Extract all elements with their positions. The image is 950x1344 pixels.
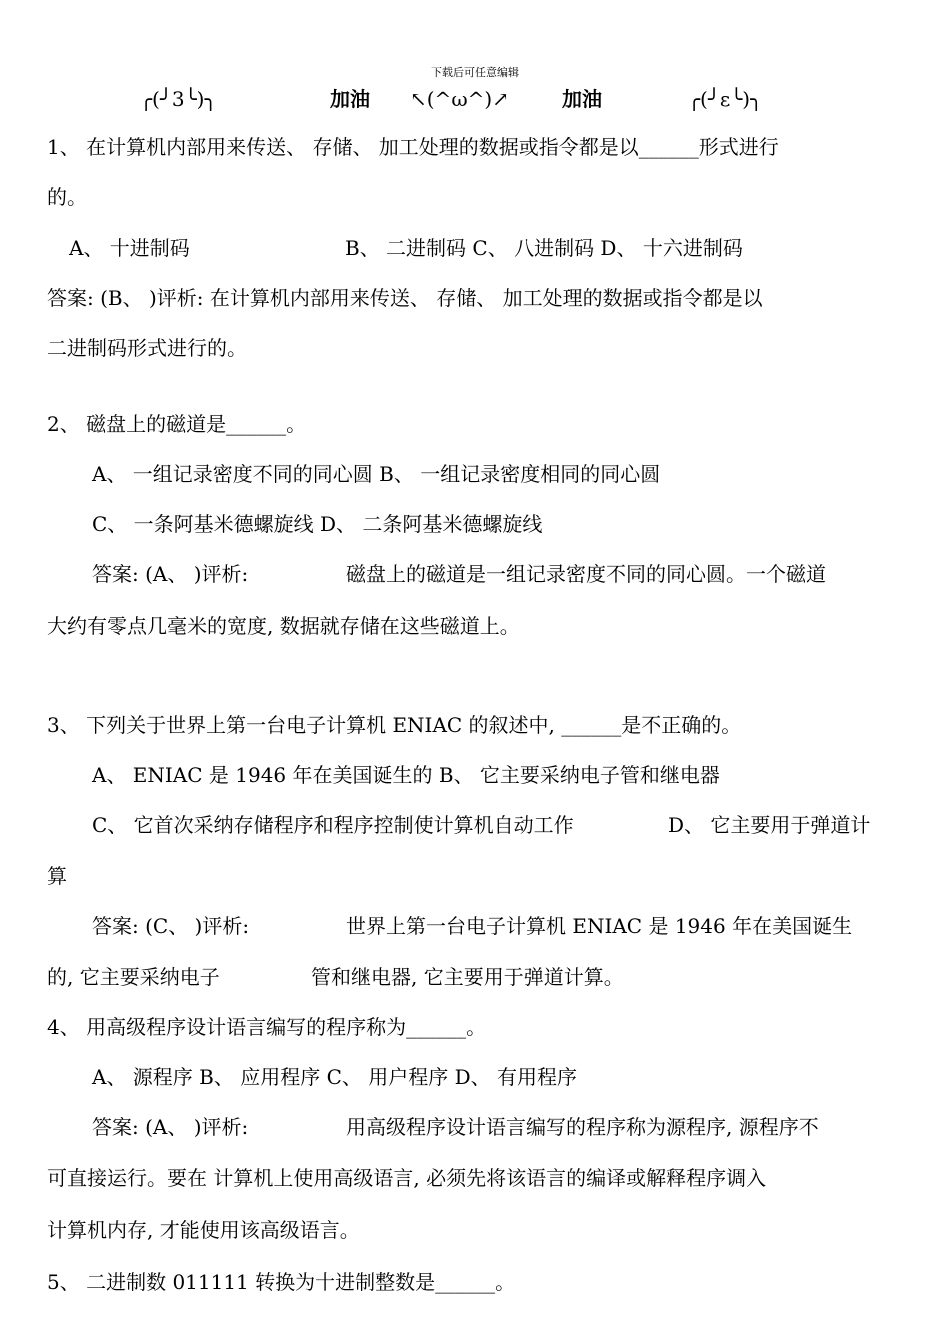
- question-3-answer-label: 答案: (C、 )评析:: [92, 914, 250, 938]
- question-1-answer-cont: 二进制码形式进行的。: [47, 336, 247, 360]
- question-4-answer-text: 用高级程序设计语言编写的程序称为源程序, 源程序不: [346, 1115, 819, 1139]
- cheer-text-2: 加油: [562, 87, 602, 111]
- question-3-option-d: D、 它主要用于弹道计: [668, 813, 871, 837]
- question-3-option-d-cont: 算: [47, 864, 67, 888]
- question-2-text: 2、 磁盘上的磁道是______。: [47, 412, 307, 436]
- kaomoji-right: ╭(╯ε╰)╮: [688, 87, 763, 111]
- kaomoji-left: ╭(╯3╰)╮: [140, 87, 217, 111]
- header-note: 下载后可任意编辑: [431, 66, 519, 79]
- question-1-answer: 答案: (B、 )评析: 在计算机内部用来传送、 存储、 加工处理的数据或指令都是以: [47, 286, 763, 310]
- question-4-answer-cont-2: 计算机内存, 才能使用该高级语言。: [47, 1218, 360, 1242]
- question-2-answer-text: 磁盘上的磁道是一组记录密度不同的同心圆。一个磁道: [346, 562, 826, 586]
- kaomoji-middle: ↖(^ω^)↗: [410, 87, 509, 111]
- question-4-options: A、 源程序 B、 应用程序 C、 用户程序 D、 有用程序: [92, 1065, 577, 1089]
- question-3-answer-text: 世界上第一台电子计算机 ENIAC 是 1946 年在美国诞生: [346, 914, 853, 938]
- question-3-answer-cont-b: 管和继电器, 它主要用于弹道计算。: [311, 965, 624, 989]
- question-3-option-c: C、 它首次采纳存储程序和程序控制使计算机自动工作: [92, 813, 574, 837]
- question-1-text: 1、 在计算机内部用来传送、 存储、 加工处理的数据或指令都是以______形式进行: [47, 135, 779, 159]
- question-2-options-cd: C、 一条阿基米德螺旋线 D、 二条阿基米德螺旋线: [92, 512, 543, 536]
- question-3-options-ab: A、 ENIAC 是 1946 年在美国诞生的 B、 它主要采纳电子管和继电器: [92, 763, 720, 787]
- question-3-text: 3、 下列关于世界上第一台电子计算机 ENIAC 的叙述中, ______是不正确的。: [47, 713, 742, 737]
- cheer-text-1: 加油: [330, 87, 370, 111]
- question-3-answer-cont-a: 的, 它主要采纳电子: [47, 965, 220, 989]
- question-2-answer-label: 答案: (A、 )评析:: [92, 562, 249, 586]
- question-4-answer-cont-1: 可直接运行。要在 计算机上使用高级语言, 必须先将该语言的编译或解释程序调入: [47, 1166, 767, 1190]
- question-5-text: 5、 二进制数 011111 转换为十进制整数是______。: [47, 1270, 516, 1294]
- question-2-options-ab: A、 一组记录密度不同的同心圆 B、 一组记录密度相同的同心圆: [92, 462, 661, 486]
- question-4-answer-label: 答案: (A、 )评析:: [92, 1115, 249, 1139]
- question-4-text: 4、 用高级程序设计语言编写的程序称为______。: [47, 1015, 487, 1039]
- question-1-option-a: A、 十进制码: [69, 236, 190, 260]
- question-1-text-cont: 的。: [47, 185, 87, 209]
- question-1-options-bcd: B、 二进制码 C、 八进制码 D、 十六进制码: [345, 236, 743, 260]
- question-2-answer-cont: 大约有零点几毫米的宽度, 数据就存储在这些磁道上。: [47, 614, 520, 638]
